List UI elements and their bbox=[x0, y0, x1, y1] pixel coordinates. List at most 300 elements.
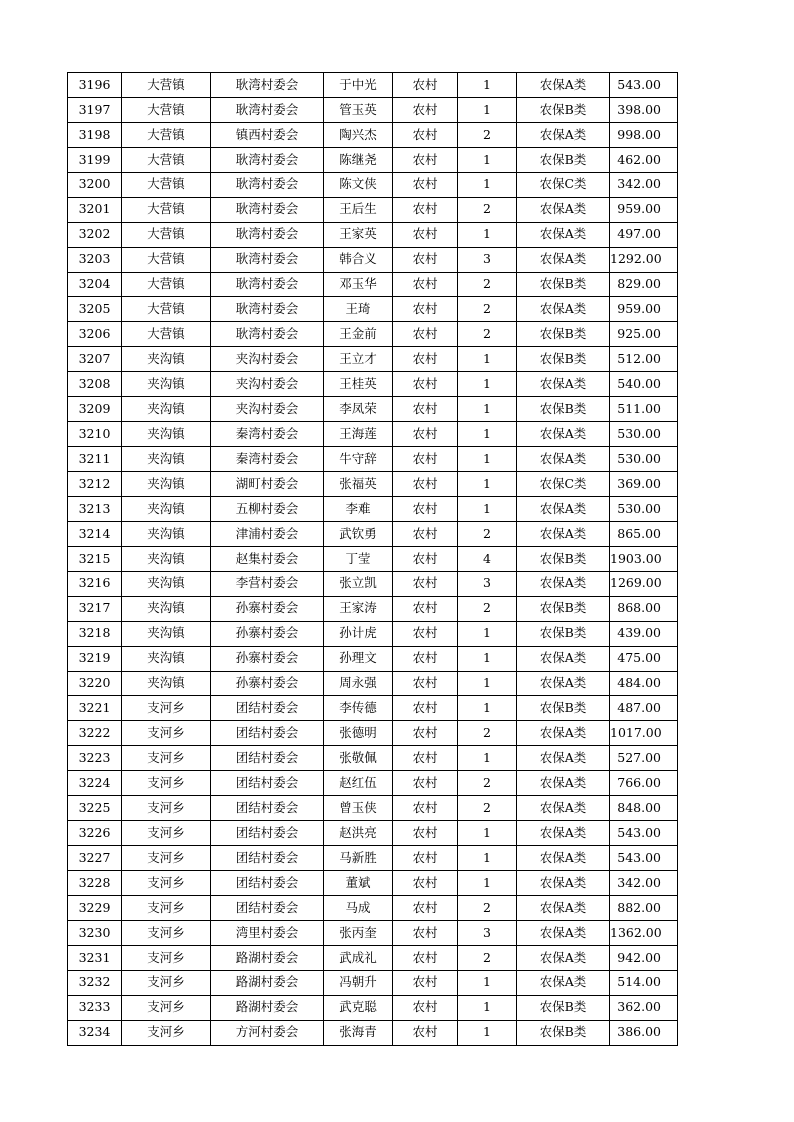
village-committee-cell: 耿湾村委会 bbox=[211, 222, 324, 247]
village-committee-cell: 耿湾村委会 bbox=[211, 197, 324, 222]
table-row bbox=[68, 122, 678, 147]
town-cell: 大营镇 bbox=[122, 73, 211, 98]
village-committee-cell: 耿湾村委会 bbox=[211, 247, 324, 272]
name-cell: 武克聪 bbox=[324, 995, 393, 1020]
town-cell: 支河乡 bbox=[122, 846, 211, 871]
town-cell: 夹沟镇 bbox=[122, 372, 211, 397]
serial-number-cell: 3197 bbox=[68, 97, 122, 122]
table-row bbox=[68, 447, 678, 472]
household-size-cell: 2 bbox=[458, 796, 517, 821]
insurance-category-cell: 农保A类 bbox=[517, 721, 610, 746]
table-row bbox=[68, 871, 678, 896]
amount-cell: 998.00 bbox=[610, 122, 678, 147]
insurance-category-cell: 农保A类 bbox=[517, 771, 610, 796]
name-cell: 张敬佩 bbox=[324, 746, 393, 771]
insurance-category-cell: 农保C类 bbox=[517, 172, 610, 197]
name-cell: 王家英 bbox=[324, 222, 393, 247]
household-type-cell: 农村 bbox=[393, 372, 458, 397]
household-size-cell: 1 bbox=[458, 646, 517, 671]
household-type-cell: 农村 bbox=[393, 596, 458, 621]
town-cell: 夹沟镇 bbox=[122, 447, 211, 472]
town-cell: 大营镇 bbox=[122, 222, 211, 247]
name-cell: 孙计虎 bbox=[324, 621, 393, 646]
amount-cell: 543.00 bbox=[610, 73, 678, 98]
household-size-cell: 1 bbox=[458, 472, 517, 497]
insurance-category-cell: 农保B类 bbox=[517, 272, 610, 297]
household-type-cell: 农村 bbox=[393, 347, 458, 372]
village-committee-cell: 团结村委会 bbox=[211, 821, 324, 846]
household-type-cell: 农村 bbox=[393, 172, 458, 197]
table-row bbox=[68, 1020, 678, 1045]
village-committee-cell: 秦湾村委会 bbox=[211, 447, 324, 472]
town-cell: 支河乡 bbox=[122, 1020, 211, 1045]
town-cell: 支河乡 bbox=[122, 771, 211, 796]
household-size-cell: 1 bbox=[458, 671, 517, 696]
table-row bbox=[68, 147, 678, 172]
household-size-cell: 1 bbox=[458, 821, 517, 846]
table-row bbox=[68, 222, 678, 247]
town-cell: 支河乡 bbox=[122, 796, 211, 821]
household-size-cell: 2 bbox=[458, 122, 517, 147]
serial-number-cell: 3209 bbox=[68, 397, 122, 422]
name-cell: 张立凯 bbox=[324, 571, 393, 596]
table-row bbox=[68, 646, 678, 671]
table-row bbox=[68, 372, 678, 397]
insurance-category-cell: 农保A类 bbox=[517, 73, 610, 98]
amount-cell: 942.00 bbox=[610, 945, 678, 970]
table-row bbox=[68, 995, 678, 1020]
village-committee-cell: 湖町村委会 bbox=[211, 472, 324, 497]
insurance-category-cell: 农保A类 bbox=[517, 846, 610, 871]
table-row bbox=[68, 172, 678, 197]
insurance-category-cell: 农保A类 bbox=[517, 496, 610, 521]
table-row bbox=[68, 671, 678, 696]
amount-cell: 1903.00 bbox=[610, 546, 678, 571]
household-type-cell: 农村 bbox=[393, 297, 458, 322]
village-committee-cell: 孙寨村委会 bbox=[211, 646, 324, 671]
insurance-category-cell: 农保A类 bbox=[517, 871, 610, 896]
name-cell: 王家涛 bbox=[324, 596, 393, 621]
serial-number-cell: 3218 bbox=[68, 621, 122, 646]
insurance-category-cell: 农保B类 bbox=[517, 621, 610, 646]
serial-number-cell: 3227 bbox=[68, 846, 122, 871]
household-type-cell: 农村 bbox=[393, 222, 458, 247]
table-row bbox=[68, 696, 678, 721]
village-committee-cell: 团结村委会 bbox=[211, 721, 324, 746]
insurance-category-cell: 农保A类 bbox=[517, 646, 610, 671]
household-size-cell: 1 bbox=[458, 846, 517, 871]
amount-cell: 1269.00 bbox=[610, 571, 678, 596]
serial-number-cell: 3230 bbox=[68, 920, 122, 945]
serial-number-cell: 3216 bbox=[68, 571, 122, 596]
amount-cell: 512.00 bbox=[610, 347, 678, 372]
serial-number-cell: 3208 bbox=[68, 372, 122, 397]
amount-cell: 484.00 bbox=[610, 671, 678, 696]
name-cell: 于中光 bbox=[324, 73, 393, 98]
name-cell: 张海青 bbox=[324, 1020, 393, 1045]
household-size-cell: 1 bbox=[458, 447, 517, 472]
name-cell: 王金前 bbox=[324, 322, 393, 347]
insurance-category-cell: 农保B类 bbox=[517, 995, 610, 1020]
town-cell: 大营镇 bbox=[122, 247, 211, 272]
household-size-cell: 3 bbox=[458, 920, 517, 945]
town-cell: 支河乡 bbox=[122, 871, 211, 896]
serial-number-cell: 3224 bbox=[68, 771, 122, 796]
town-cell: 夹沟镇 bbox=[122, 596, 211, 621]
beneficiary-table bbox=[67, 72, 678, 1046]
table-row bbox=[68, 621, 678, 646]
village-committee-cell: 孙寨村委会 bbox=[211, 671, 324, 696]
household-size-cell: 1 bbox=[458, 746, 517, 771]
household-type-cell: 农村 bbox=[393, 721, 458, 746]
village-committee-cell: 团结村委会 bbox=[211, 796, 324, 821]
serial-number-cell: 3229 bbox=[68, 895, 122, 920]
household-type-cell: 农村 bbox=[393, 646, 458, 671]
serial-number-cell: 3213 bbox=[68, 496, 122, 521]
amount-cell: 439.00 bbox=[610, 621, 678, 646]
village-committee-cell: 耿湾村委会 bbox=[211, 272, 324, 297]
amount-cell: 1362.00 bbox=[610, 920, 678, 945]
household-type-cell: 农村 bbox=[393, 796, 458, 821]
household-type-cell: 农村 bbox=[393, 671, 458, 696]
amount-cell: 1292.00 bbox=[610, 247, 678, 272]
serial-number-cell: 3196 bbox=[68, 73, 122, 98]
town-cell: 支河乡 bbox=[122, 920, 211, 945]
table-row bbox=[68, 721, 678, 746]
household-size-cell: 2 bbox=[458, 322, 517, 347]
village-committee-cell: 夹沟村委会 bbox=[211, 372, 324, 397]
village-committee-cell: 方河村委会 bbox=[211, 1020, 324, 1045]
table-row bbox=[68, 821, 678, 846]
insurance-category-cell: 农保A类 bbox=[517, 422, 610, 447]
table-row bbox=[68, 970, 678, 995]
town-cell: 大营镇 bbox=[122, 97, 211, 122]
table-row bbox=[68, 197, 678, 222]
amount-cell: 540.00 bbox=[610, 372, 678, 397]
serial-number-cell: 3222 bbox=[68, 721, 122, 746]
amount-cell: 487.00 bbox=[610, 696, 678, 721]
household-type-cell: 农村 bbox=[393, 546, 458, 571]
household-type-cell: 农村 bbox=[393, 945, 458, 970]
amount-cell: 766.00 bbox=[610, 771, 678, 796]
town-cell: 大营镇 bbox=[122, 122, 211, 147]
household-type-cell: 农村 bbox=[393, 422, 458, 447]
insurance-category-cell: 农保A类 bbox=[517, 197, 610, 222]
household-type-cell: 农村 bbox=[393, 771, 458, 796]
insurance-category-cell: 农保B类 bbox=[517, 97, 610, 122]
household-type-cell: 农村 bbox=[393, 397, 458, 422]
household-size-cell: 3 bbox=[458, 247, 517, 272]
town-cell: 大营镇 bbox=[122, 297, 211, 322]
table-row bbox=[68, 546, 678, 571]
town-cell: 支河乡 bbox=[122, 970, 211, 995]
household-type-cell: 农村 bbox=[393, 97, 458, 122]
name-cell: 牛守辞 bbox=[324, 447, 393, 472]
serial-number-cell: 3234 bbox=[68, 1020, 122, 1045]
table-row bbox=[68, 521, 678, 546]
name-cell: 李难 bbox=[324, 496, 393, 521]
household-type-cell: 农村 bbox=[393, 871, 458, 896]
serial-number-cell: 3210 bbox=[68, 422, 122, 447]
serial-number-cell: 3203 bbox=[68, 247, 122, 272]
serial-number-cell: 3207 bbox=[68, 347, 122, 372]
village-committee-cell: 李营村委会 bbox=[211, 571, 324, 596]
household-size-cell: 2 bbox=[458, 721, 517, 746]
name-cell: 张丙奎 bbox=[324, 920, 393, 945]
insurance-category-cell: 农保B类 bbox=[517, 397, 610, 422]
name-cell: 丁莹 bbox=[324, 546, 393, 571]
serial-number-cell: 3204 bbox=[68, 272, 122, 297]
insurance-category-cell: 农保C类 bbox=[517, 472, 610, 497]
table-row bbox=[68, 945, 678, 970]
name-cell: 孙理文 bbox=[324, 646, 393, 671]
town-cell: 大营镇 bbox=[122, 147, 211, 172]
amount-cell: 530.00 bbox=[610, 496, 678, 521]
town-cell: 夹沟镇 bbox=[122, 422, 211, 447]
table-row bbox=[68, 571, 678, 596]
insurance-category-cell: 农保A类 bbox=[517, 671, 610, 696]
household-type-cell: 农村 bbox=[393, 272, 458, 297]
table-row bbox=[68, 472, 678, 497]
town-cell: 夹沟镇 bbox=[122, 671, 211, 696]
name-cell: 邓玉华 bbox=[324, 272, 393, 297]
amount-cell: 475.00 bbox=[610, 646, 678, 671]
serial-number-cell: 3221 bbox=[68, 696, 122, 721]
table-row bbox=[68, 496, 678, 521]
household-size-cell: 2 bbox=[458, 297, 517, 322]
household-type-cell: 农村 bbox=[393, 920, 458, 945]
table-row bbox=[68, 422, 678, 447]
town-cell: 夹沟镇 bbox=[122, 621, 211, 646]
village-committee-cell: 夹沟村委会 bbox=[211, 347, 324, 372]
serial-number-cell: 3212 bbox=[68, 472, 122, 497]
name-cell: 马新胜 bbox=[324, 846, 393, 871]
amount-cell: 848.00 bbox=[610, 796, 678, 821]
serial-number-cell: 3199 bbox=[68, 147, 122, 172]
town-cell: 大营镇 bbox=[122, 272, 211, 297]
amount-cell: 527.00 bbox=[610, 746, 678, 771]
insurance-category-cell: 农保B类 bbox=[517, 347, 610, 372]
amount-cell: 511.00 bbox=[610, 397, 678, 422]
serial-number-cell: 3211 bbox=[68, 447, 122, 472]
insurance-category-cell: 农保A类 bbox=[517, 447, 610, 472]
town-cell: 夹沟镇 bbox=[122, 472, 211, 497]
household-size-cell: 2 bbox=[458, 596, 517, 621]
insurance-category-cell: 农保A类 bbox=[517, 920, 610, 945]
amount-cell: 865.00 bbox=[610, 521, 678, 546]
table-row bbox=[68, 746, 678, 771]
insurance-category-cell: 农保A类 bbox=[517, 821, 610, 846]
insurance-category-cell: 农保B类 bbox=[517, 546, 610, 571]
insurance-category-cell: 农保A类 bbox=[517, 970, 610, 995]
household-size-cell: 1 bbox=[458, 147, 517, 172]
serial-number-cell: 3228 bbox=[68, 871, 122, 896]
household-type-cell: 农村 bbox=[393, 895, 458, 920]
household-type-cell: 农村 bbox=[393, 322, 458, 347]
household-size-cell: 1 bbox=[458, 970, 517, 995]
town-cell: 支河乡 bbox=[122, 995, 211, 1020]
insurance-category-cell: 农保A类 bbox=[517, 297, 610, 322]
town-cell: 支河乡 bbox=[122, 746, 211, 771]
household-size-cell: 1 bbox=[458, 97, 517, 122]
insurance-category-cell: 农保B类 bbox=[517, 1020, 610, 1045]
table-row bbox=[68, 247, 678, 272]
table-row bbox=[68, 397, 678, 422]
serial-number-cell: 3217 bbox=[68, 596, 122, 621]
serial-number-cell: 3220 bbox=[68, 671, 122, 696]
table-body bbox=[68, 73, 678, 1046]
village-committee-cell: 耿湾村委会 bbox=[211, 147, 324, 172]
table-row bbox=[68, 97, 678, 122]
village-committee-cell: 湾里村委会 bbox=[211, 920, 324, 945]
insurance-category-cell: 农保A类 bbox=[517, 571, 610, 596]
household-type-cell: 农村 bbox=[393, 521, 458, 546]
name-cell: 韩合义 bbox=[324, 247, 393, 272]
town-cell: 夹沟镇 bbox=[122, 347, 211, 372]
name-cell: 陈继尧 bbox=[324, 147, 393, 172]
household-size-cell: 1 bbox=[458, 995, 517, 1020]
village-committee-cell: 团结村委会 bbox=[211, 746, 324, 771]
amount-cell: 514.00 bbox=[610, 970, 678, 995]
insurance-category-cell: 农保B类 bbox=[517, 147, 610, 172]
table-row bbox=[68, 297, 678, 322]
town-cell: 夹沟镇 bbox=[122, 496, 211, 521]
household-type-cell: 农村 bbox=[393, 846, 458, 871]
town-cell: 夹沟镇 bbox=[122, 397, 211, 422]
name-cell: 赵洪亮 bbox=[324, 821, 393, 846]
table-row bbox=[68, 322, 678, 347]
village-committee-cell: 耿湾村委会 bbox=[211, 73, 324, 98]
town-cell: 大营镇 bbox=[122, 197, 211, 222]
table-row bbox=[68, 846, 678, 871]
amount-cell: 925.00 bbox=[610, 322, 678, 347]
village-committee-cell: 团结村委会 bbox=[211, 771, 324, 796]
serial-number-cell: 3205 bbox=[68, 297, 122, 322]
insurance-category-cell: 农保A类 bbox=[517, 945, 610, 970]
household-size-cell: 1 bbox=[458, 496, 517, 521]
name-cell: 武成礼 bbox=[324, 945, 393, 970]
household-type-cell: 农村 bbox=[393, 247, 458, 272]
household-size-cell: 1 bbox=[458, 222, 517, 247]
amount-cell: 386.00 bbox=[610, 1020, 678, 1045]
household-size-cell: 2 bbox=[458, 521, 517, 546]
town-cell: 大营镇 bbox=[122, 172, 211, 197]
village-committee-cell: 赵集村委会 bbox=[211, 546, 324, 571]
amount-cell: 543.00 bbox=[610, 846, 678, 871]
household-type-cell: 农村 bbox=[393, 147, 458, 172]
amount-cell: 530.00 bbox=[610, 422, 678, 447]
serial-number-cell: 3231 bbox=[68, 945, 122, 970]
village-committee-cell: 夹沟村委会 bbox=[211, 397, 324, 422]
name-cell: 王后生 bbox=[324, 197, 393, 222]
town-cell: 夹沟镇 bbox=[122, 521, 211, 546]
household-size-cell: 2 bbox=[458, 895, 517, 920]
village-committee-cell: 路湖村委会 bbox=[211, 995, 324, 1020]
insurance-category-cell: 农保A类 bbox=[517, 746, 610, 771]
amount-cell: 342.00 bbox=[610, 172, 678, 197]
insurance-category-cell: 农保A类 bbox=[517, 222, 610, 247]
village-committee-cell: 耿湾村委会 bbox=[211, 172, 324, 197]
name-cell: 张德明 bbox=[324, 721, 393, 746]
household-size-cell: 4 bbox=[458, 546, 517, 571]
amount-cell: 462.00 bbox=[610, 147, 678, 172]
household-type-cell: 农村 bbox=[393, 571, 458, 596]
name-cell: 管玉英 bbox=[324, 97, 393, 122]
insurance-category-cell: 农保B类 bbox=[517, 596, 610, 621]
household-size-cell: 2 bbox=[458, 771, 517, 796]
household-type-cell: 农村 bbox=[393, 197, 458, 222]
name-cell: 冯朝升 bbox=[324, 970, 393, 995]
amount-cell: 868.00 bbox=[610, 596, 678, 621]
serial-number-cell: 3214 bbox=[68, 521, 122, 546]
household-type-cell: 农村 bbox=[393, 821, 458, 846]
table-row bbox=[68, 73, 678, 98]
serial-number-cell: 3225 bbox=[68, 796, 122, 821]
household-size-cell: 1 bbox=[458, 397, 517, 422]
table-row bbox=[68, 796, 678, 821]
household-type-cell: 农村 bbox=[393, 970, 458, 995]
village-committee-cell: 团结村委会 bbox=[211, 696, 324, 721]
serial-number-cell: 3219 bbox=[68, 646, 122, 671]
name-cell: 李传德 bbox=[324, 696, 393, 721]
name-cell: 王立才 bbox=[324, 347, 393, 372]
village-committee-cell: 团结村委会 bbox=[211, 871, 324, 896]
name-cell: 张福英 bbox=[324, 472, 393, 497]
insurance-category-cell: 农保A类 bbox=[517, 521, 610, 546]
name-cell: 陈文侠 bbox=[324, 172, 393, 197]
table-row bbox=[68, 895, 678, 920]
village-committee-cell: 孙寨村委会 bbox=[211, 621, 324, 646]
household-size-cell: 1 bbox=[458, 372, 517, 397]
household-size-cell: 1 bbox=[458, 172, 517, 197]
town-cell: 大营镇 bbox=[122, 322, 211, 347]
name-cell: 曾玉侠 bbox=[324, 796, 393, 821]
household-size-cell: 1 bbox=[458, 73, 517, 98]
amount-cell: 829.00 bbox=[610, 272, 678, 297]
insurance-category-cell: 农保B类 bbox=[517, 322, 610, 347]
insurance-category-cell: 农保A类 bbox=[517, 895, 610, 920]
village-committee-cell: 津浦村委会 bbox=[211, 521, 324, 546]
town-cell: 支河乡 bbox=[122, 721, 211, 746]
serial-number-cell: 3200 bbox=[68, 172, 122, 197]
amount-cell: 959.00 bbox=[610, 197, 678, 222]
household-size-cell: 1 bbox=[458, 422, 517, 447]
town-cell: 夹沟镇 bbox=[122, 546, 211, 571]
household-type-cell: 农村 bbox=[393, 73, 458, 98]
serial-number-cell: 3198 bbox=[68, 122, 122, 147]
table-row bbox=[68, 920, 678, 945]
serial-number-cell: 3202 bbox=[68, 222, 122, 247]
amount-cell: 497.00 bbox=[610, 222, 678, 247]
name-cell: 武钦勇 bbox=[324, 521, 393, 546]
household-type-cell: 农村 bbox=[393, 1020, 458, 1045]
serial-number-cell: 3226 bbox=[68, 821, 122, 846]
household-type-cell: 农村 bbox=[393, 122, 458, 147]
serial-number-cell: 3201 bbox=[68, 197, 122, 222]
serial-number-cell: 3223 bbox=[68, 746, 122, 771]
town-cell: 夹沟镇 bbox=[122, 646, 211, 671]
insurance-category-cell: 农保A类 bbox=[517, 122, 610, 147]
village-committee-cell: 秦湾村委会 bbox=[211, 422, 324, 447]
village-committee-cell: 团结村委会 bbox=[211, 895, 324, 920]
household-size-cell: 2 bbox=[458, 272, 517, 297]
serial-number-cell: 3233 bbox=[68, 995, 122, 1020]
household-type-cell: 农村 bbox=[393, 472, 458, 497]
table-row bbox=[68, 347, 678, 372]
village-committee-cell: 耿湾村委会 bbox=[211, 297, 324, 322]
town-cell: 夹沟镇 bbox=[122, 571, 211, 596]
town-cell: 支河乡 bbox=[122, 821, 211, 846]
